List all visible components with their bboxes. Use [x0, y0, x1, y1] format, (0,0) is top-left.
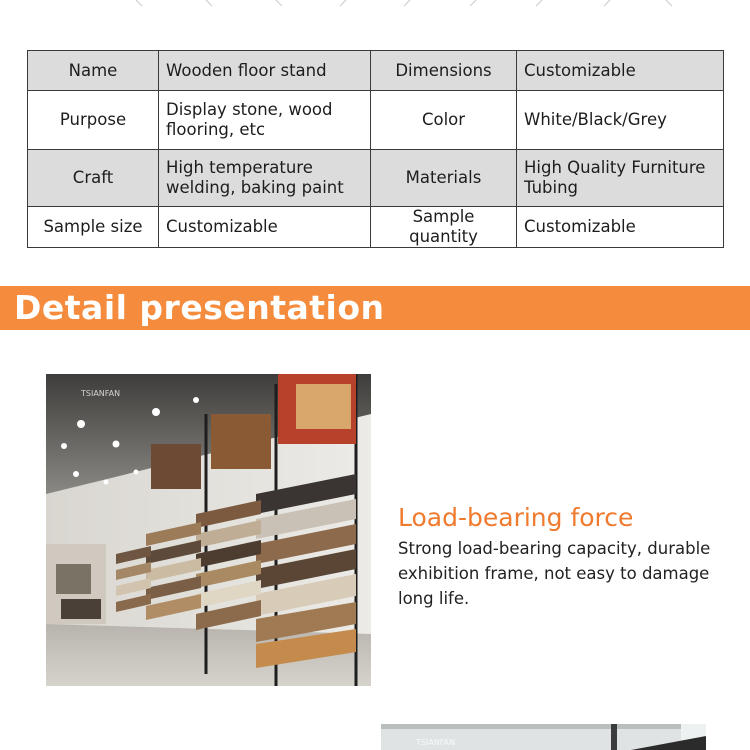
feature-description: Strong load-bearing capacity, durable exhibition frame, not easy to damage long life. [398, 539, 711, 608]
spec-value: Customizable [159, 207, 371, 248]
spec-value: White/Black/Grey [517, 91, 724, 150]
spec-value: High temperature welding, baking paint [159, 150, 371, 207]
spec-value: High Quality Furniture Tubing [517, 150, 724, 207]
section-banner [0, 286, 750, 330]
spec-value: Customizable [517, 51, 724, 91]
spec-label: Purpose [28, 91, 159, 150]
product-photo-2 [381, 724, 706, 750]
spec-label: Sample quantity [371, 207, 517, 248]
spec-label: Sample size [28, 207, 159, 248]
feature-title: Load-bearing force [398, 503, 634, 532]
top-decoration-strip [0, 0, 750, 12]
spec-value: Customizable [517, 207, 724, 248]
spec-value: Wooden floor stand [159, 51, 371, 91]
product-photo [46, 374, 371, 686]
spec-value: Display stone, wood flooring, etc [159, 91, 371, 150]
table-row [28, 91, 724, 150]
table-row [28, 207, 724, 248]
section-title: Detail presentation [14, 288, 385, 327]
table-row [28, 51, 724, 91]
spec-label: Color [371, 91, 517, 150]
spec-label: Materials [371, 150, 517, 207]
photo-watermark: TSIANFAN [416, 738, 456, 747]
spec-label: Name [28, 51, 159, 91]
photo-watermark: TSIANFAN [81, 389, 121, 398]
spec-label: Dimensions [371, 51, 517, 91]
spec-label: Craft [28, 150, 159, 207]
spec-table [27, 50, 724, 248]
table-row [28, 150, 724, 207]
